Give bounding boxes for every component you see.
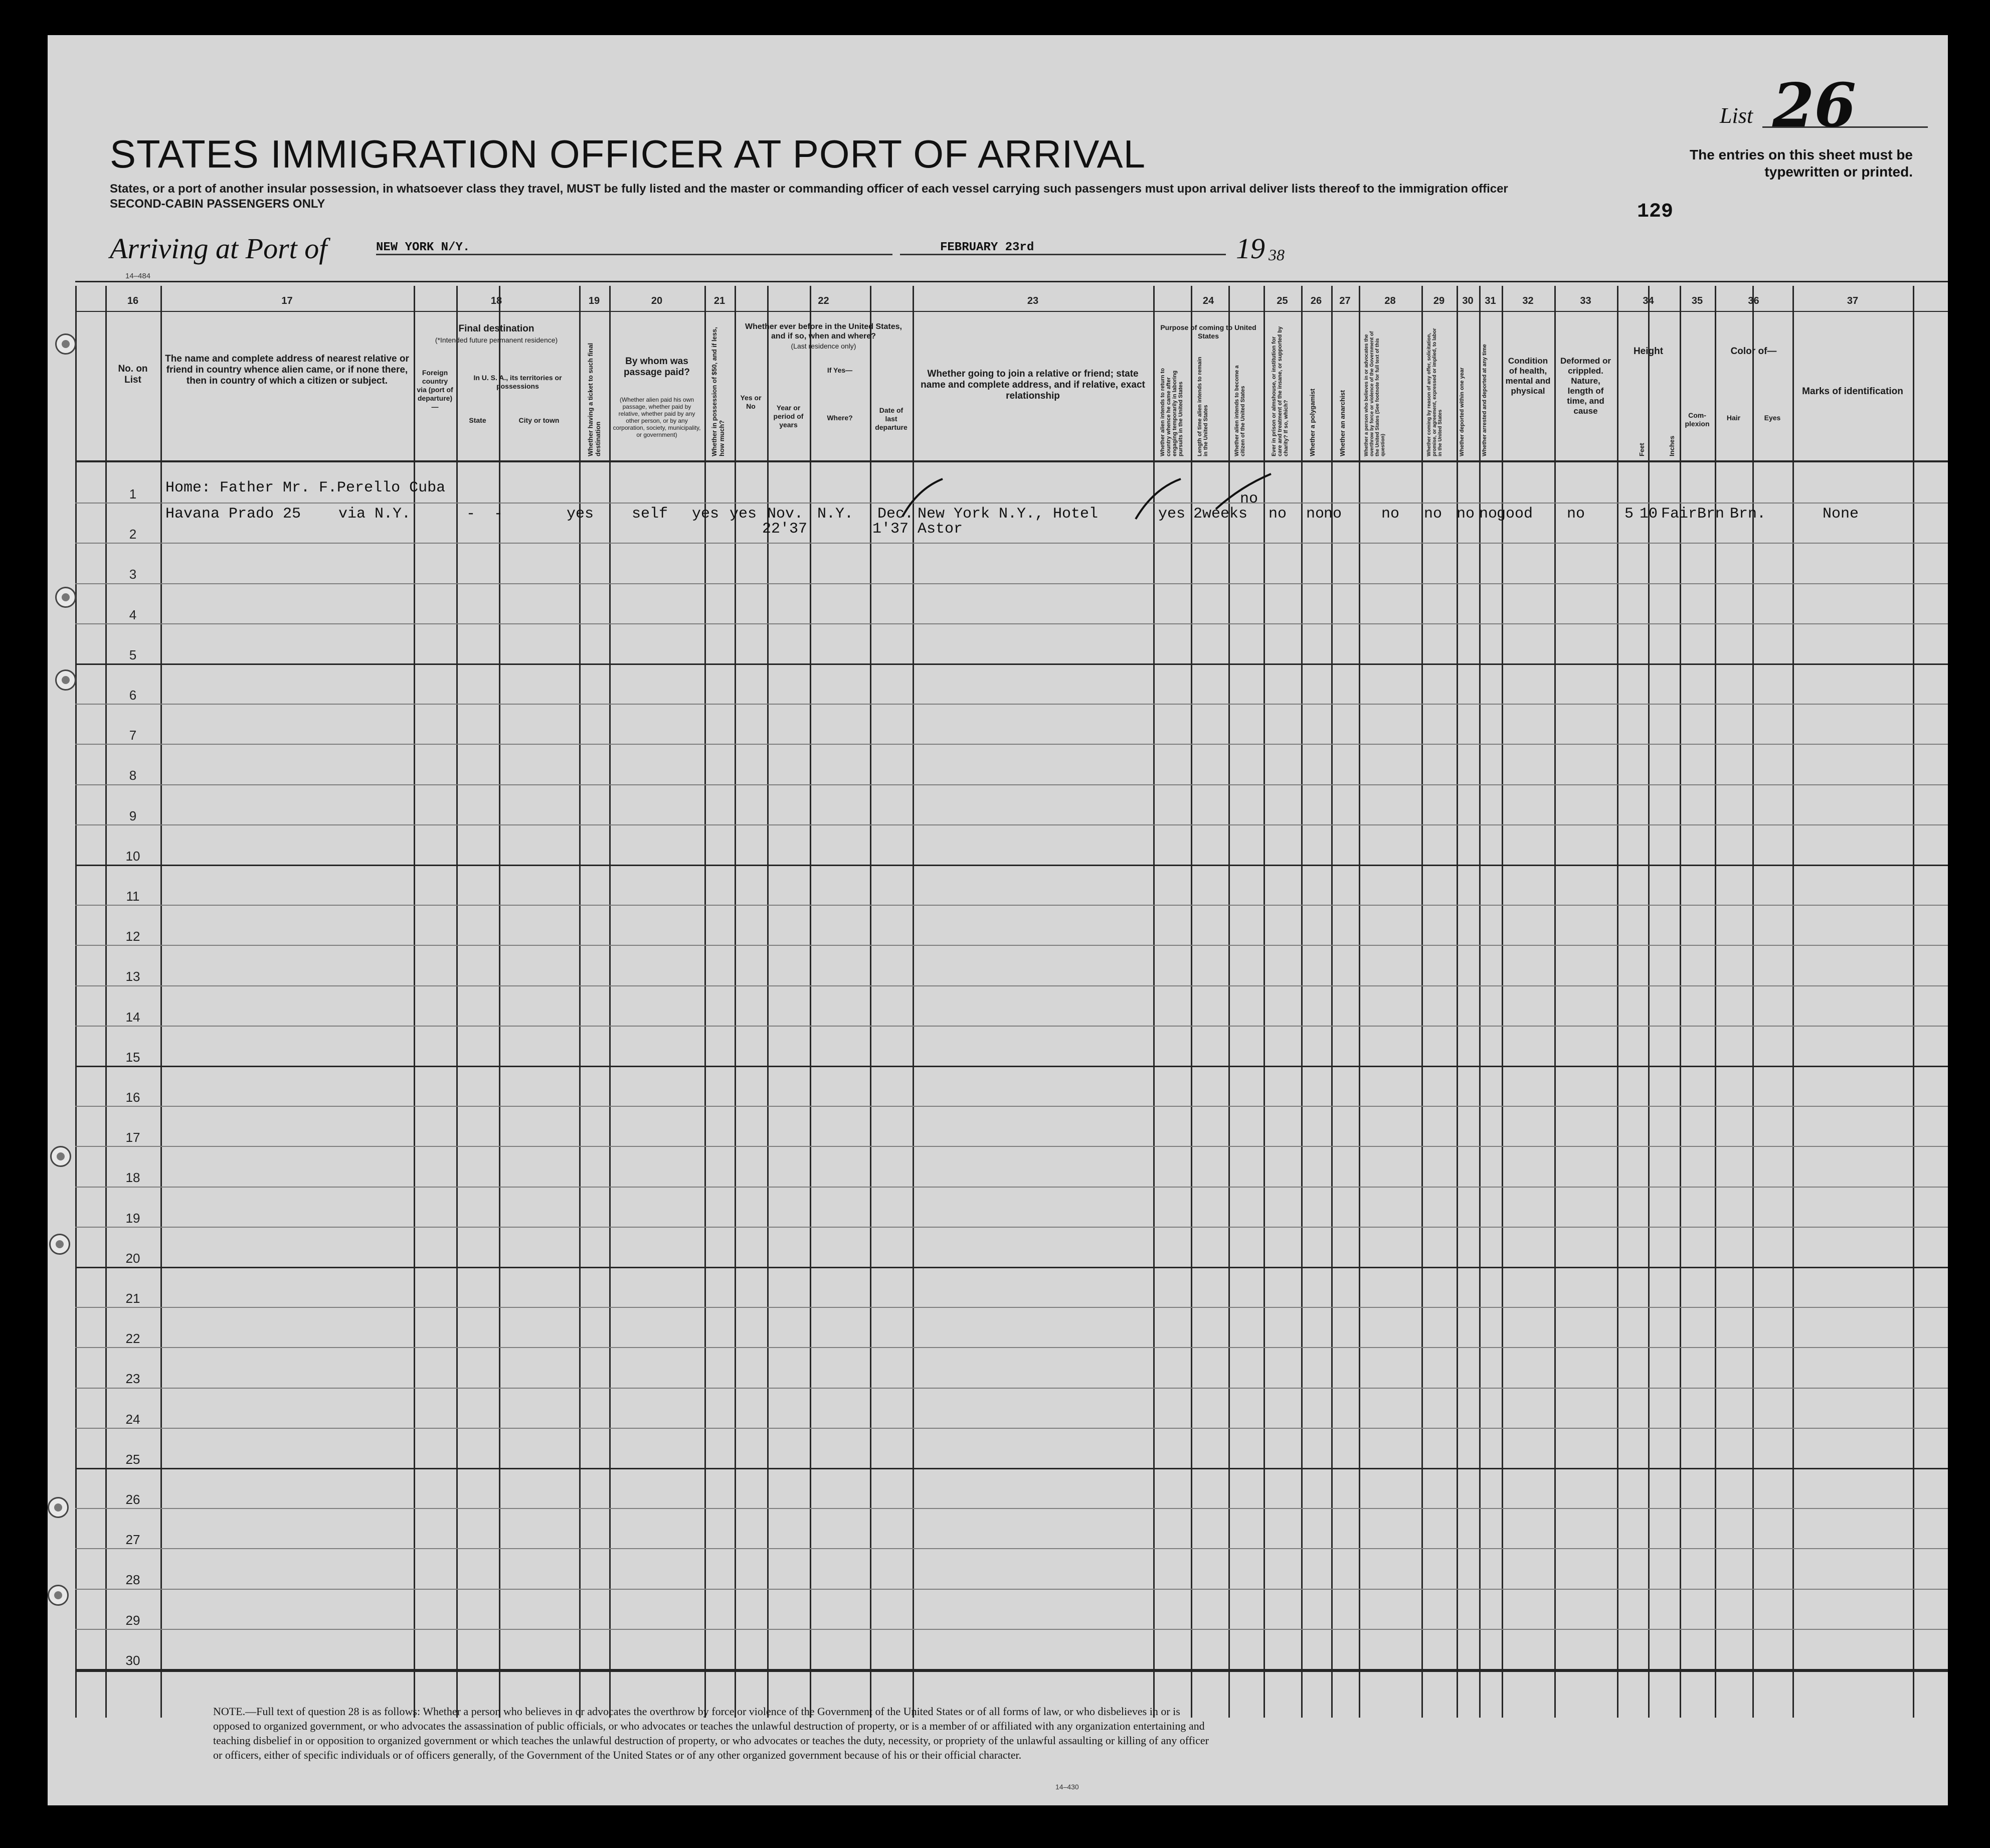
entry-inches: 10 [1640, 506, 1658, 523]
colnum-26: 26 [1310, 295, 1322, 306]
header-year-period: Year or period of years [773, 404, 804, 429]
row-number: 28 [125, 1572, 140, 1587]
binder-hole [55, 669, 76, 691]
date-value: FEBRUARY 23rd [940, 241, 1034, 254]
header-final-destination: Final destination [458, 323, 534, 334]
colnum-27: 27 [1339, 295, 1351, 306]
form-number: 14–430 [1055, 1783, 1079, 1791]
entry-joining-line-1: New York N.Y., Hotel [918, 506, 1099, 523]
row-divider [75, 1508, 1948, 1509]
row-number: 3 [129, 567, 137, 582]
entry-overthrow: no [1381, 506, 1400, 523]
row-divider [75, 945, 1948, 946]
row-divider [75, 1106, 1948, 1107]
header-has-50: Whether in possession of $50, and if less, how much? [710, 327, 726, 456]
entry-complexion: Fair [1661, 506, 1698, 523]
header-in-usa: In U. S. A., its territories or possessions [473, 374, 562, 390]
binder-hole [55, 333, 76, 355]
colnum-32: 32 [1522, 295, 1534, 306]
row-number: 12 [125, 929, 140, 944]
entry-prison: no [1269, 506, 1287, 523]
entry-paid-by: self [632, 506, 668, 523]
row-divider [75, 1347, 1948, 1348]
row-divider [75, 905, 1948, 906]
header-purpose: Purpose of coming to United States [1160, 323, 1256, 340]
row-divider [75, 1267, 1948, 1268]
row-divider [75, 1187, 1948, 1188]
row-divider [75, 1428, 1948, 1429]
row-number: 4 [129, 607, 137, 622]
sheet-number: 129 [1637, 201, 1674, 223]
colnum-25: 25 [1277, 295, 1288, 306]
row-divider [75, 985, 1948, 986]
row-number: 27 [125, 1532, 140, 1547]
entry-feet: 5 [1624, 506, 1634, 523]
entry-city: - [494, 506, 503, 523]
entry-joining-line-2: Astor [918, 521, 963, 538]
colnum-35: 35 [1691, 295, 1703, 306]
colnum-23: 23 [1027, 295, 1039, 306]
entry-length-of-stay: 2weeks [1193, 506, 1248, 523]
entry-become-citizen: no [1240, 490, 1258, 508]
header-no-on-list: No. on List [118, 364, 148, 385]
header-foreign-country: Foreign country via (port of departure)— [417, 369, 453, 411]
row-divider [75, 1548, 1948, 1549]
row-number: 2 [129, 527, 137, 542]
row-number: 25 [125, 1452, 140, 1467]
entry-offer-labor: no [1424, 506, 1442, 523]
header-deformed: Deformed or crippled. Nature, length of time, and cause [1560, 356, 1611, 416]
colnum-34: 34 [1643, 295, 1654, 306]
entry-year-line-1: Nov. [767, 506, 804, 523]
manifest-sheet [48, 35, 1948, 1805]
row-divider [75, 623, 1948, 624]
header-ticket: Whether having a ticket to such final destination [587, 343, 602, 456]
entry-arrested: no [1479, 506, 1498, 523]
row-number: 20 [125, 1251, 140, 1266]
entry-where: N.Y. [817, 506, 854, 523]
header-polygamist: Whether a polygamist [1309, 388, 1316, 456]
header-height: Height [1633, 346, 1664, 357]
binder-hole [55, 587, 76, 608]
corner-stamp: 14–484 [125, 272, 151, 280]
entry-relative-line-1: Havana Prado 25 [165, 506, 301, 523]
binder-hole [48, 1585, 69, 1606]
entry-ticket: yes [567, 506, 594, 523]
row-divider [75, 1669, 1948, 1670]
header-inches: Inches [1668, 435, 1676, 456]
row-number: 8 [129, 768, 137, 783]
header-state: State [469, 416, 486, 424]
colnum-31: 31 [1485, 295, 1496, 306]
arriving-label: Arriving at Port of [110, 232, 327, 265]
row-number: 21 [125, 1291, 140, 1306]
row-divider [75, 704, 1948, 705]
entry-relative-line-0: Home: Father Mr. F.Perello Cuba [165, 479, 446, 496]
row-divider [75, 1589, 1948, 1590]
header-health: Condition of health, mental and physical [1505, 356, 1551, 396]
row-divider [75, 824, 1948, 825]
colnum-16: 16 [127, 295, 139, 306]
header-hair: Hair [1726, 414, 1741, 422]
entry-deformed: no [1567, 506, 1585, 523]
colnum-17: 17 [281, 295, 293, 306]
colnum-20: 20 [651, 295, 663, 306]
header-relative-address: The name and complete address of nearest relative or friend in country whence alien came, or if none there, then in country of which a citizen or subject. [165, 354, 409, 386]
year-suffix: 38 [1269, 246, 1285, 264]
page-title: STATES IMMIGRATION OFFICER AT PORT OF ARRIVAL [110, 132, 1146, 176]
header-anarchist: Whether an anarchist [1339, 390, 1346, 456]
entry-deported-year: no [1457, 506, 1475, 523]
row-number: 17 [125, 1130, 140, 1145]
header-become-citizen: Whether alien intends to become a citizen of the United States [1234, 365, 1246, 456]
row-number: 29 [125, 1613, 140, 1628]
colnum-24: 24 [1202, 295, 1214, 306]
colnum-29: 29 [1433, 295, 1445, 306]
binder-hole [50, 1146, 71, 1167]
entry-marks: None [1823, 506, 1859, 523]
entry-departure-line-2: 1'37 [872, 521, 909, 538]
row-divider [75, 1026, 1948, 1027]
entry-hair: Brn [1697, 506, 1725, 523]
row-number: 13 [125, 969, 140, 984]
colnum-19: 19 [588, 295, 600, 306]
row-divider [75, 1146, 1948, 1147]
header-date-last-departure: Date of last departure [875, 406, 908, 431]
header-if-yes: If Yes— [827, 366, 853, 374]
row-number: 5 [129, 647, 137, 662]
row-number: 22 [125, 1331, 140, 1346]
row-divider [75, 1388, 1948, 1389]
header-passage-paid: By whom was passage paid? [624, 356, 690, 378]
header-deported-one-year: Whether deported within one year [1459, 367, 1465, 456]
header-final-destination-note: (*Intended future permanent residence) [435, 336, 558, 344]
row-number: 15 [125, 1050, 140, 1065]
header-passage-paid-note: (Whether alien paid his own passage, whether paid by relative, whether paid by any other person, or by any corporation, society, municipality, or government) [613, 396, 701, 438]
row-number: 23 [125, 1371, 140, 1386]
header-joining: Whether going to join a relative or friend; state name and complete address, and if relative, exact relationship [921, 369, 1145, 401]
row-number: 6 [129, 688, 137, 703]
binder-hole [49, 1234, 70, 1255]
entry-ever-before: yes [730, 506, 757, 523]
colnum-21: 21 [713, 295, 726, 306]
footnote: NOTE.—Full text of question 28 is as follows: Whether a person who believes in or advocates the overthrow by force or violence of the Government of the United States or of all forms of law, or who disbelieves in or is opposed to organized government, or who advocates the assassination of public officials, or who advocates or teaches the unlawful destruction of property, or is a member of or affiliated with any organization entertaining and teaching disbelief in or opposition to organized government or which teaches the unlawful destruction of property, or who advocates or teaches the duty, necessity, or propriety of the unlawful assaulting or killing of any officer or officers, either of specific individuals or of officers generally, of the Government of the United States or of any other organized government because of his or their official character. [213, 1705, 1209, 1761]
colnum-33: 33 [1580, 295, 1591, 306]
list-label: List [1720, 103, 1753, 128]
header-arrested-deported: Whether arrested and deported at any time [1482, 344, 1488, 456]
row-divider [75, 1066, 1948, 1067]
row-divider [75, 663, 1948, 665]
row-number: 10 [125, 849, 140, 864]
entry-intends-return: yes [1158, 506, 1186, 523]
row-number: 26 [125, 1492, 140, 1507]
row-number: 11 [126, 889, 140, 904]
header-color-of: Color of— [1730, 346, 1777, 357]
entry-eyes: Brn. [1730, 506, 1766, 523]
entry-health: good [1497, 506, 1533, 523]
header-feet: Feet [1638, 443, 1646, 456]
binder-hole [48, 1497, 69, 1518]
list-number: 26 [1772, 70, 1856, 141]
row-divider [75, 744, 1948, 745]
colnum-36: 36 [1748, 295, 1759, 306]
row-number: 30 [125, 1653, 140, 1668]
sheet-note: The entries on this sheet must be typewritten or printed. [1690, 147, 1913, 180]
colnum-18: 18 [490, 295, 502, 306]
header-offer-labor: Whether coming by reason of any offer, solicitation, promise, or agreement, expressed or implied, to labor in the United States [1426, 328, 1443, 456]
header-length-of-stay: Length of time alien intends to remain in the United States [1197, 357, 1209, 456]
entry-anarchist: no [1324, 506, 1342, 523]
header-yes-or-no: Yes or No [740, 394, 762, 410]
header-complexion: Com-plexion [1685, 411, 1710, 428]
year-prefix: 19 [1236, 232, 1265, 265]
port-value: NEW YORK N/Y. [376, 241, 470, 254]
colnum-37: 37 [1847, 295, 1859, 306]
header-intends-return: Whether alien intends to return to country whence he came after engaging temporarily in laboring pursuits in the United States [1160, 368, 1184, 456]
header-where: Where? [827, 414, 853, 422]
row-divider [75, 1307, 1948, 1308]
row-number: 14 [125, 1010, 140, 1025]
row-divider [75, 1629, 1948, 1630]
header-overthrow: Whether a person who believes in or advocates the overthrow by force or violence of the Government of the United States (See footnote for full text of this question) [1364, 331, 1386, 456]
header-city: City or town [518, 416, 560, 424]
colnum-22: 22 [818, 295, 829, 306]
row-number: 1 [129, 486, 137, 501]
row-number: 16 [125, 1090, 140, 1105]
entry-year-line-2: 22'37 [762, 521, 808, 538]
entry-has-50: yes [692, 506, 719, 523]
header-eyes: Eyes [1764, 414, 1781, 422]
row-number: 19 [125, 1211, 140, 1226]
row-number: 9 [129, 808, 137, 823]
entry-state: - [466, 506, 476, 523]
row-number: 24 [125, 1412, 140, 1427]
instruction-line-1: States, or a port of another insular possession, in whatsoever class they travel, MUST be fully listed and the master or commanding officer of each vessel carrying such passengers must upon arrival deliver lists thereof to the immigration officer [110, 182, 1508, 196]
colnum-28: 28 [1384, 295, 1396, 306]
row-number: 7 [129, 728, 137, 743]
entry-foreign-country: via N.Y. [338, 506, 411, 523]
row-divider [75, 865, 1948, 866]
row-divider [75, 784, 1948, 785]
row-divider [75, 1468, 1948, 1469]
entry-polygamist: no [1306, 506, 1325, 523]
instruction-line-2: SECOND-CABIN PASSENGERS ONLY [110, 197, 325, 211]
header-marks: Marks of identification [1802, 386, 1903, 397]
row-number: 18 [125, 1170, 140, 1185]
check-marks [48, 35, 1948, 587]
entry-departure-line-1: Dec. [877, 506, 914, 523]
header-prison: Ever in prison or almshouse, or institution for care and treatment of the insane, or supported by charity? If so, which? [1271, 326, 1289, 456]
row-divider [75, 1227, 1948, 1228]
colnum-30: 30 [1462, 295, 1474, 306]
header-ever-before: Whether ever before in the United States, and if so, when and where? [745, 322, 902, 341]
header-ever-before-note: (Last residence only) [791, 342, 856, 350]
